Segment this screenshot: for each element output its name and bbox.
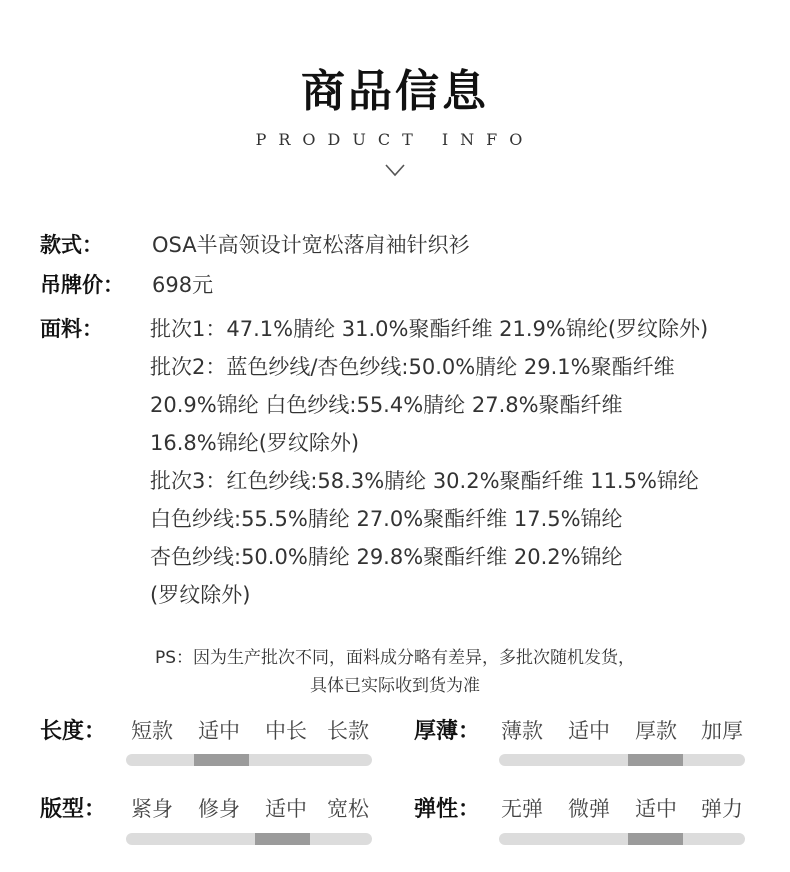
elasticity-option: 无弹 (501, 797, 543, 821)
fit-option: 适中 (265, 797, 307, 821)
style-label: 款式： (40, 233, 103, 257)
length-scale-selected (194, 754, 249, 766)
fit-scale-track (126, 833, 372, 845)
fit-option: 紧身 (131, 797, 173, 821)
elasticity-option: 微弹 (568, 797, 610, 821)
fit-label: 版型： (40, 797, 107, 822)
length-option: 短款 (131, 719, 173, 743)
fabric-line: 杏色纱线:50.0%腈纶 29.8%聚酯纤维 20.2%锦纶 (150, 545, 623, 569)
fabric-line: 20.9%锦纶 白色纱线:55.4%腈纶 27.8%聚酯纤维 (150, 393, 623, 417)
thickness-label: 厚薄： (414, 719, 481, 744)
length-label: 长度： (40, 719, 107, 744)
style-value: OSA半高领设计宽松落肩袖针织衫 (152, 233, 470, 257)
length-option: 中长 (265, 719, 307, 743)
elasticity-scale-selected (628, 833, 683, 845)
fit-scale-selected (255, 833, 310, 845)
length-scale-track (126, 754, 372, 766)
thickness-option: 加厚 (701, 719, 743, 743)
elasticity-option: 弹力 (701, 797, 743, 821)
thickness-scale-track (499, 754, 745, 766)
thickness-option: 薄款 (501, 719, 543, 743)
fabric-line: 批次1：47.1%腈纶 31.0%聚酯纤维 21.9%锦纶(罗纹除外) (150, 317, 709, 341)
length-option: 长款 (327, 719, 369, 743)
elasticity-scale-track (499, 833, 745, 845)
thickness-scale-selected (628, 754, 683, 766)
fabric-line: 批次2：蓝色纱线/杏色纱线:50.0%腈纶 29.1%聚酯纤维 (150, 355, 675, 379)
price-value: 698元 (152, 273, 214, 297)
fabric-line: 16.8%锦纶(罗纹除外) (150, 431, 360, 455)
fabric-line: (罗纹除外) (150, 583, 251, 607)
elasticity-option: 适中 (635, 797, 677, 821)
page-subtitle: PRODUCT INFO (255, 130, 535, 149)
fabric-line: 批次3：红色纱线:58.3%腈纶 30.2%聚酯纤维 11.5%锦纶 (150, 469, 699, 493)
elasticity-label: 弹性： (414, 797, 481, 822)
fabric-line: 白色纱线:55.5%腈纶 27.0%聚酯纤维 17.5%锦纶 (150, 507, 623, 531)
ps-line-1: PS：因为生产批次不同，面料成分略有差异，多批次随机发货， (154, 648, 636, 668)
ps-line-2: 具体已实际收到货为准 (310, 676, 480, 696)
thickness-option: 厚款 (635, 719, 677, 743)
fit-option: 宽松 (327, 797, 369, 821)
chevron-down-icon (384, 162, 406, 178)
fit-option: 修身 (198, 797, 240, 821)
fabric-list (150, 310, 708, 614)
length-option: 适中 (198, 719, 240, 743)
fabric-label: 面料： (40, 317, 103, 341)
price-label: 吊牌价： (40, 273, 124, 297)
page-title: 商品信息 (301, 66, 489, 117)
thickness-option: 适中 (568, 719, 610, 743)
ps-note (0, 644, 790, 700)
